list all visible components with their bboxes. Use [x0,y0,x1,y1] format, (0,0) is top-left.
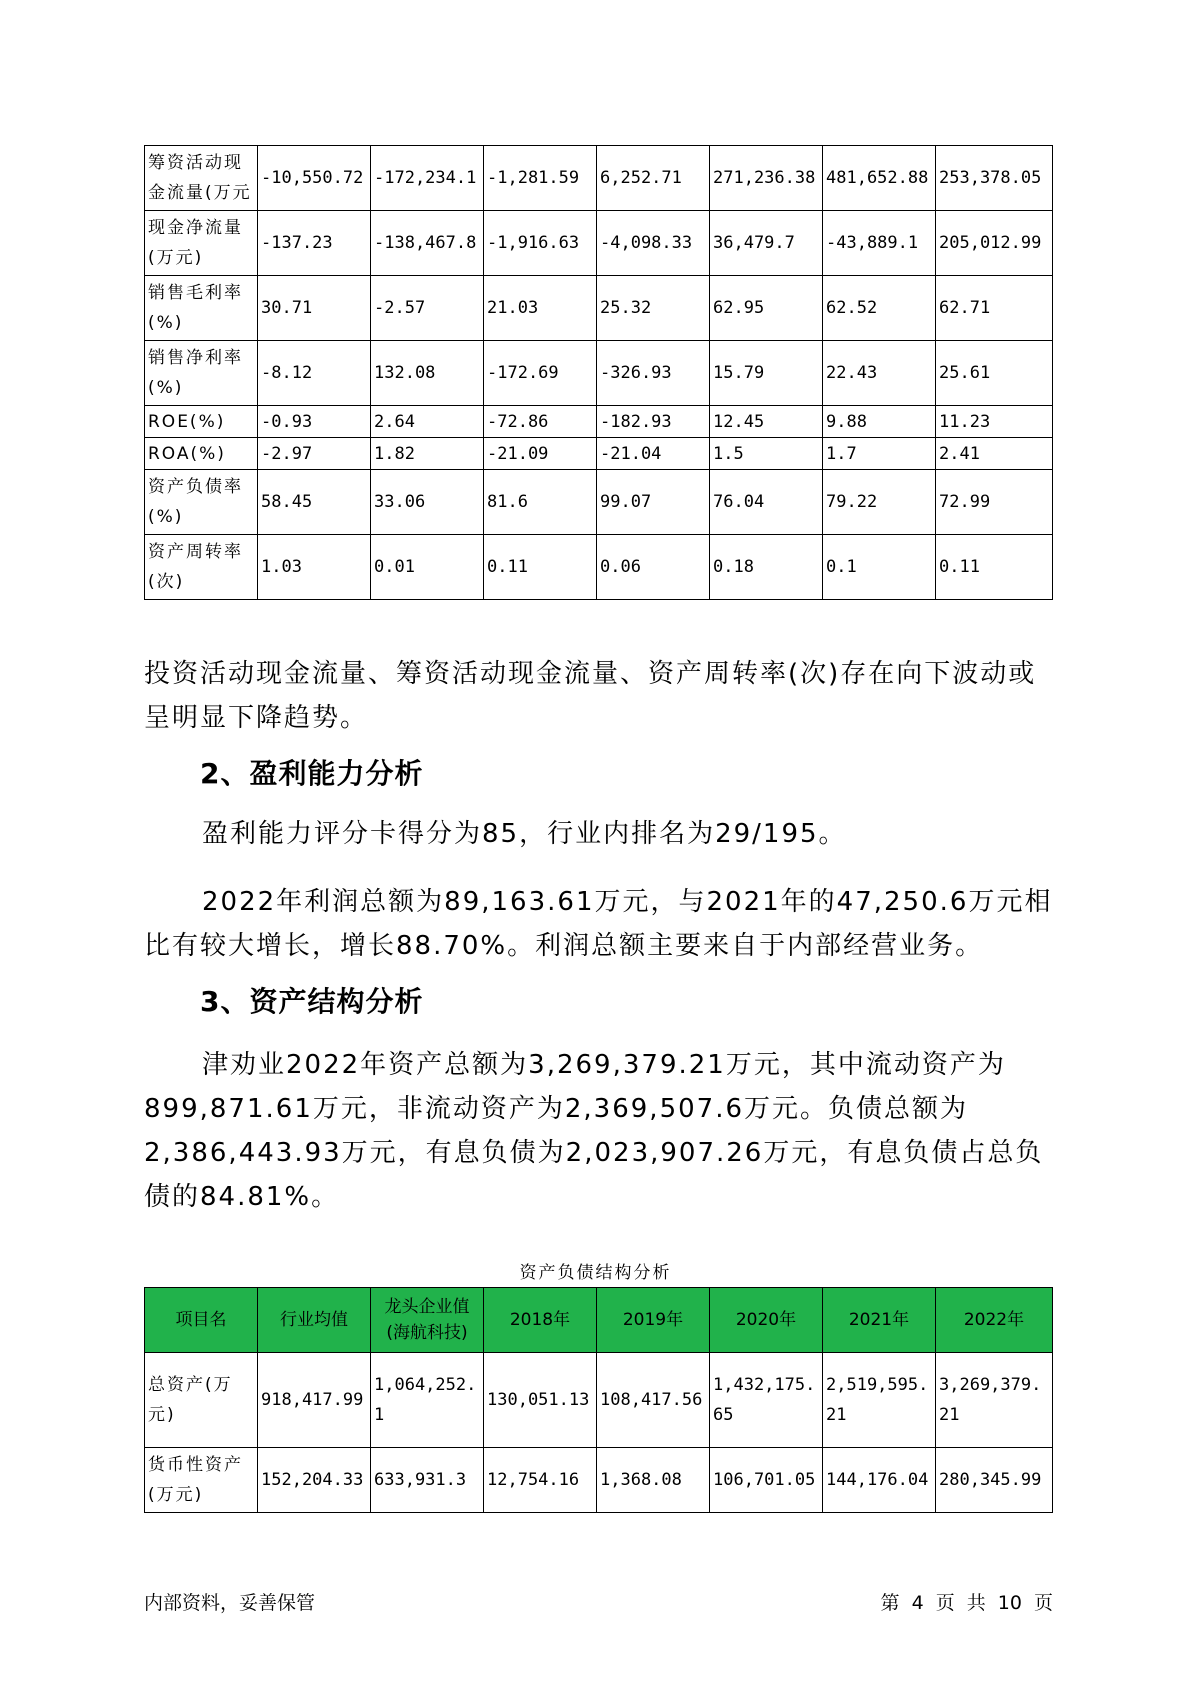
footer-confidential-note: 内部资料，妥善保管 [144,1592,316,1614]
row-label: ROA(%) [145,438,258,470]
footer-page-number: 第 4 页 共 10 页 [880,1592,1053,1614]
asset-structure-paragraph: 津劝业2022年资产总额为3,269,379.21万元，其中流动资产为899,871.61万元，非流动资产为2,369,507.6万元。负债总额为2,386,443.93万元，有息负债为2,023,907.26万元，有息负债占总负债的84.81%。 [144,1050,1044,1212]
table-cell: 99.07 [597,470,710,535]
profitability-score-paragraph: 盈利能力评分卡得分为85，行业内排名为29/195。 [202,819,847,849]
table-cell: 9.88 [823,406,936,438]
table-cell: -43,889.1 [823,211,936,276]
profit-total-paragraph: 2022年利润总额为89,163.61万元，与2021年的47,250.6万元相比有较大增长，增长88.70%。利润总额主要来自于内部经营业务。 [144,887,1053,961]
row-label: 货币性资产(万元) [145,1448,258,1513]
trend-paragraph: 投资活动现金流量、筹资活动现金流量、资产周转率(次)存在向下波动或呈明显下降趋势。 [144,659,1037,733]
table-cell: -21.04 [597,438,710,470]
table-cell: 280,345.99 [936,1448,1053,1513]
table-cell: -1,281.59 [484,146,597,211]
table-cell: -1,916.63 [484,211,597,276]
table-cell: 0.01 [371,535,484,600]
table-row [145,406,1053,438]
table-cell: 36,479.7 [710,211,823,276]
table-cell: 1,368.08 [597,1448,710,1513]
table-cell: 15.79 [710,341,823,406]
row-label: 销售毛利率(%) [145,276,258,341]
table-cell: -326.93 [597,341,710,406]
financial-indicators-table [144,145,1053,600]
table-cell: 633,931.3 [371,1448,484,1513]
table-cell: 271,236.38 [710,146,823,211]
table-row [145,535,1053,600]
table-cell: 0.11 [484,535,597,600]
table-cell: 2,519,595.21 [823,1353,936,1448]
table-cell: -21.09 [484,438,597,470]
table-caption: 资产负债结构分析 [519,1263,672,1283]
section-heading-profitability: 2、盈利能力分析 [200,757,424,790]
table-cell: -10,550.72 [258,146,371,211]
table-cell: 79.22 [823,470,936,535]
table-cell: -72.86 [484,406,597,438]
table-cell: 58.45 [258,470,371,535]
table-cell: -8.12 [258,341,371,406]
table-cell: 1.03 [258,535,371,600]
table-cell: 2.41 [936,438,1053,470]
table-cell: 1.7 [823,438,936,470]
table-row [145,276,1053,341]
table-cell: -4,098.33 [597,211,710,276]
table-cell: 3,269,379.21 [936,1353,1053,1448]
table-cell: -138,467.8 [371,211,484,276]
table-row [145,146,1053,211]
table-cell: 1.5 [710,438,823,470]
table-row [145,470,1053,535]
table-row [145,211,1053,276]
asset-liability-structure-table [144,1287,1053,1513]
table-cell: 11.23 [936,406,1053,438]
table-cell: -2.97 [258,438,371,470]
financial-indicators-body [145,146,1053,600]
asset-liability-body [145,1353,1053,1513]
table-cell: 0.11 [936,535,1053,600]
table-cell: 1,432,175.65 [710,1353,823,1448]
table-row [145,1448,1053,1513]
table-cell: 25.61 [936,341,1053,406]
table-cell: -172,234.1 [371,146,484,211]
column-header: 2020年 [710,1288,823,1353]
table-row [145,341,1053,406]
table-cell: 62.71 [936,276,1053,341]
table-cell: 76.04 [710,470,823,535]
table-cell: 1,064,252.1 [371,1353,484,1448]
table-cell: 918,417.99 [258,1353,371,1448]
table-cell: 481,652.88 [823,146,936,211]
table-cell: 106,701.05 [710,1448,823,1513]
table-cell: -137.23 [258,211,371,276]
table-cell: 22.43 [823,341,936,406]
table-cell: 0.1 [823,535,936,600]
table-cell: 152,204.33 [258,1448,371,1513]
row-label: 资产周转率(次) [145,535,258,600]
table-cell: 108,417.56 [597,1353,710,1448]
table-cell: 6,252.71 [597,146,710,211]
table-cell: 0.18 [710,535,823,600]
section-heading-asset-structure: 3、资产结构分析 [200,985,424,1018]
table-cell: -0.93 [258,406,371,438]
table-cell: 0.06 [597,535,710,600]
table-cell: 21.03 [484,276,597,341]
table-cell: 12,754.16 [484,1448,597,1513]
table-row [145,438,1053,470]
column-header: 龙头企业值(海航科技) [371,1288,484,1353]
column-header: 2022年 [936,1288,1053,1353]
table-cell: -182.93 [597,406,710,438]
table-cell: 72.99 [936,470,1053,535]
table-cell: 2.64 [371,406,484,438]
column-header: 2018年 [484,1288,597,1353]
table-cell: 25.32 [597,276,710,341]
row-label: 现金净流量(万元) [145,211,258,276]
column-header: 2019年 [597,1288,710,1353]
row-label: ROE(%) [145,406,258,438]
table-cell: 1.82 [371,438,484,470]
table-cell: 130,051.13 [484,1353,597,1448]
table-cell: 144,176.04 [823,1448,936,1513]
row-label: 筹资活动现金流量(万元 [145,146,258,211]
row-label: 资产负债率(%) [145,470,258,535]
table-cell: 253,378.05 [936,146,1053,211]
table-cell: 62.95 [710,276,823,341]
table-cell: 62.52 [823,276,936,341]
table-header-row [145,1288,1053,1353]
table-cell: 81.6 [484,470,597,535]
table-cell: 132.08 [371,341,484,406]
table-cell: 205,012.99 [936,211,1053,276]
row-label: 销售净利率(%) [145,341,258,406]
row-label: 总资产(万元) [145,1353,258,1448]
table-cell: -172.69 [484,341,597,406]
column-header: 2021年 [823,1288,936,1353]
table-cell: -2.57 [371,276,484,341]
column-header: 行业均值 [258,1288,371,1353]
table-cell: 12.45 [710,406,823,438]
column-header: 项目名 [145,1288,258,1353]
table-row [145,1353,1053,1448]
table-cell: 33.06 [371,470,484,535]
table-cell: 30.71 [258,276,371,341]
